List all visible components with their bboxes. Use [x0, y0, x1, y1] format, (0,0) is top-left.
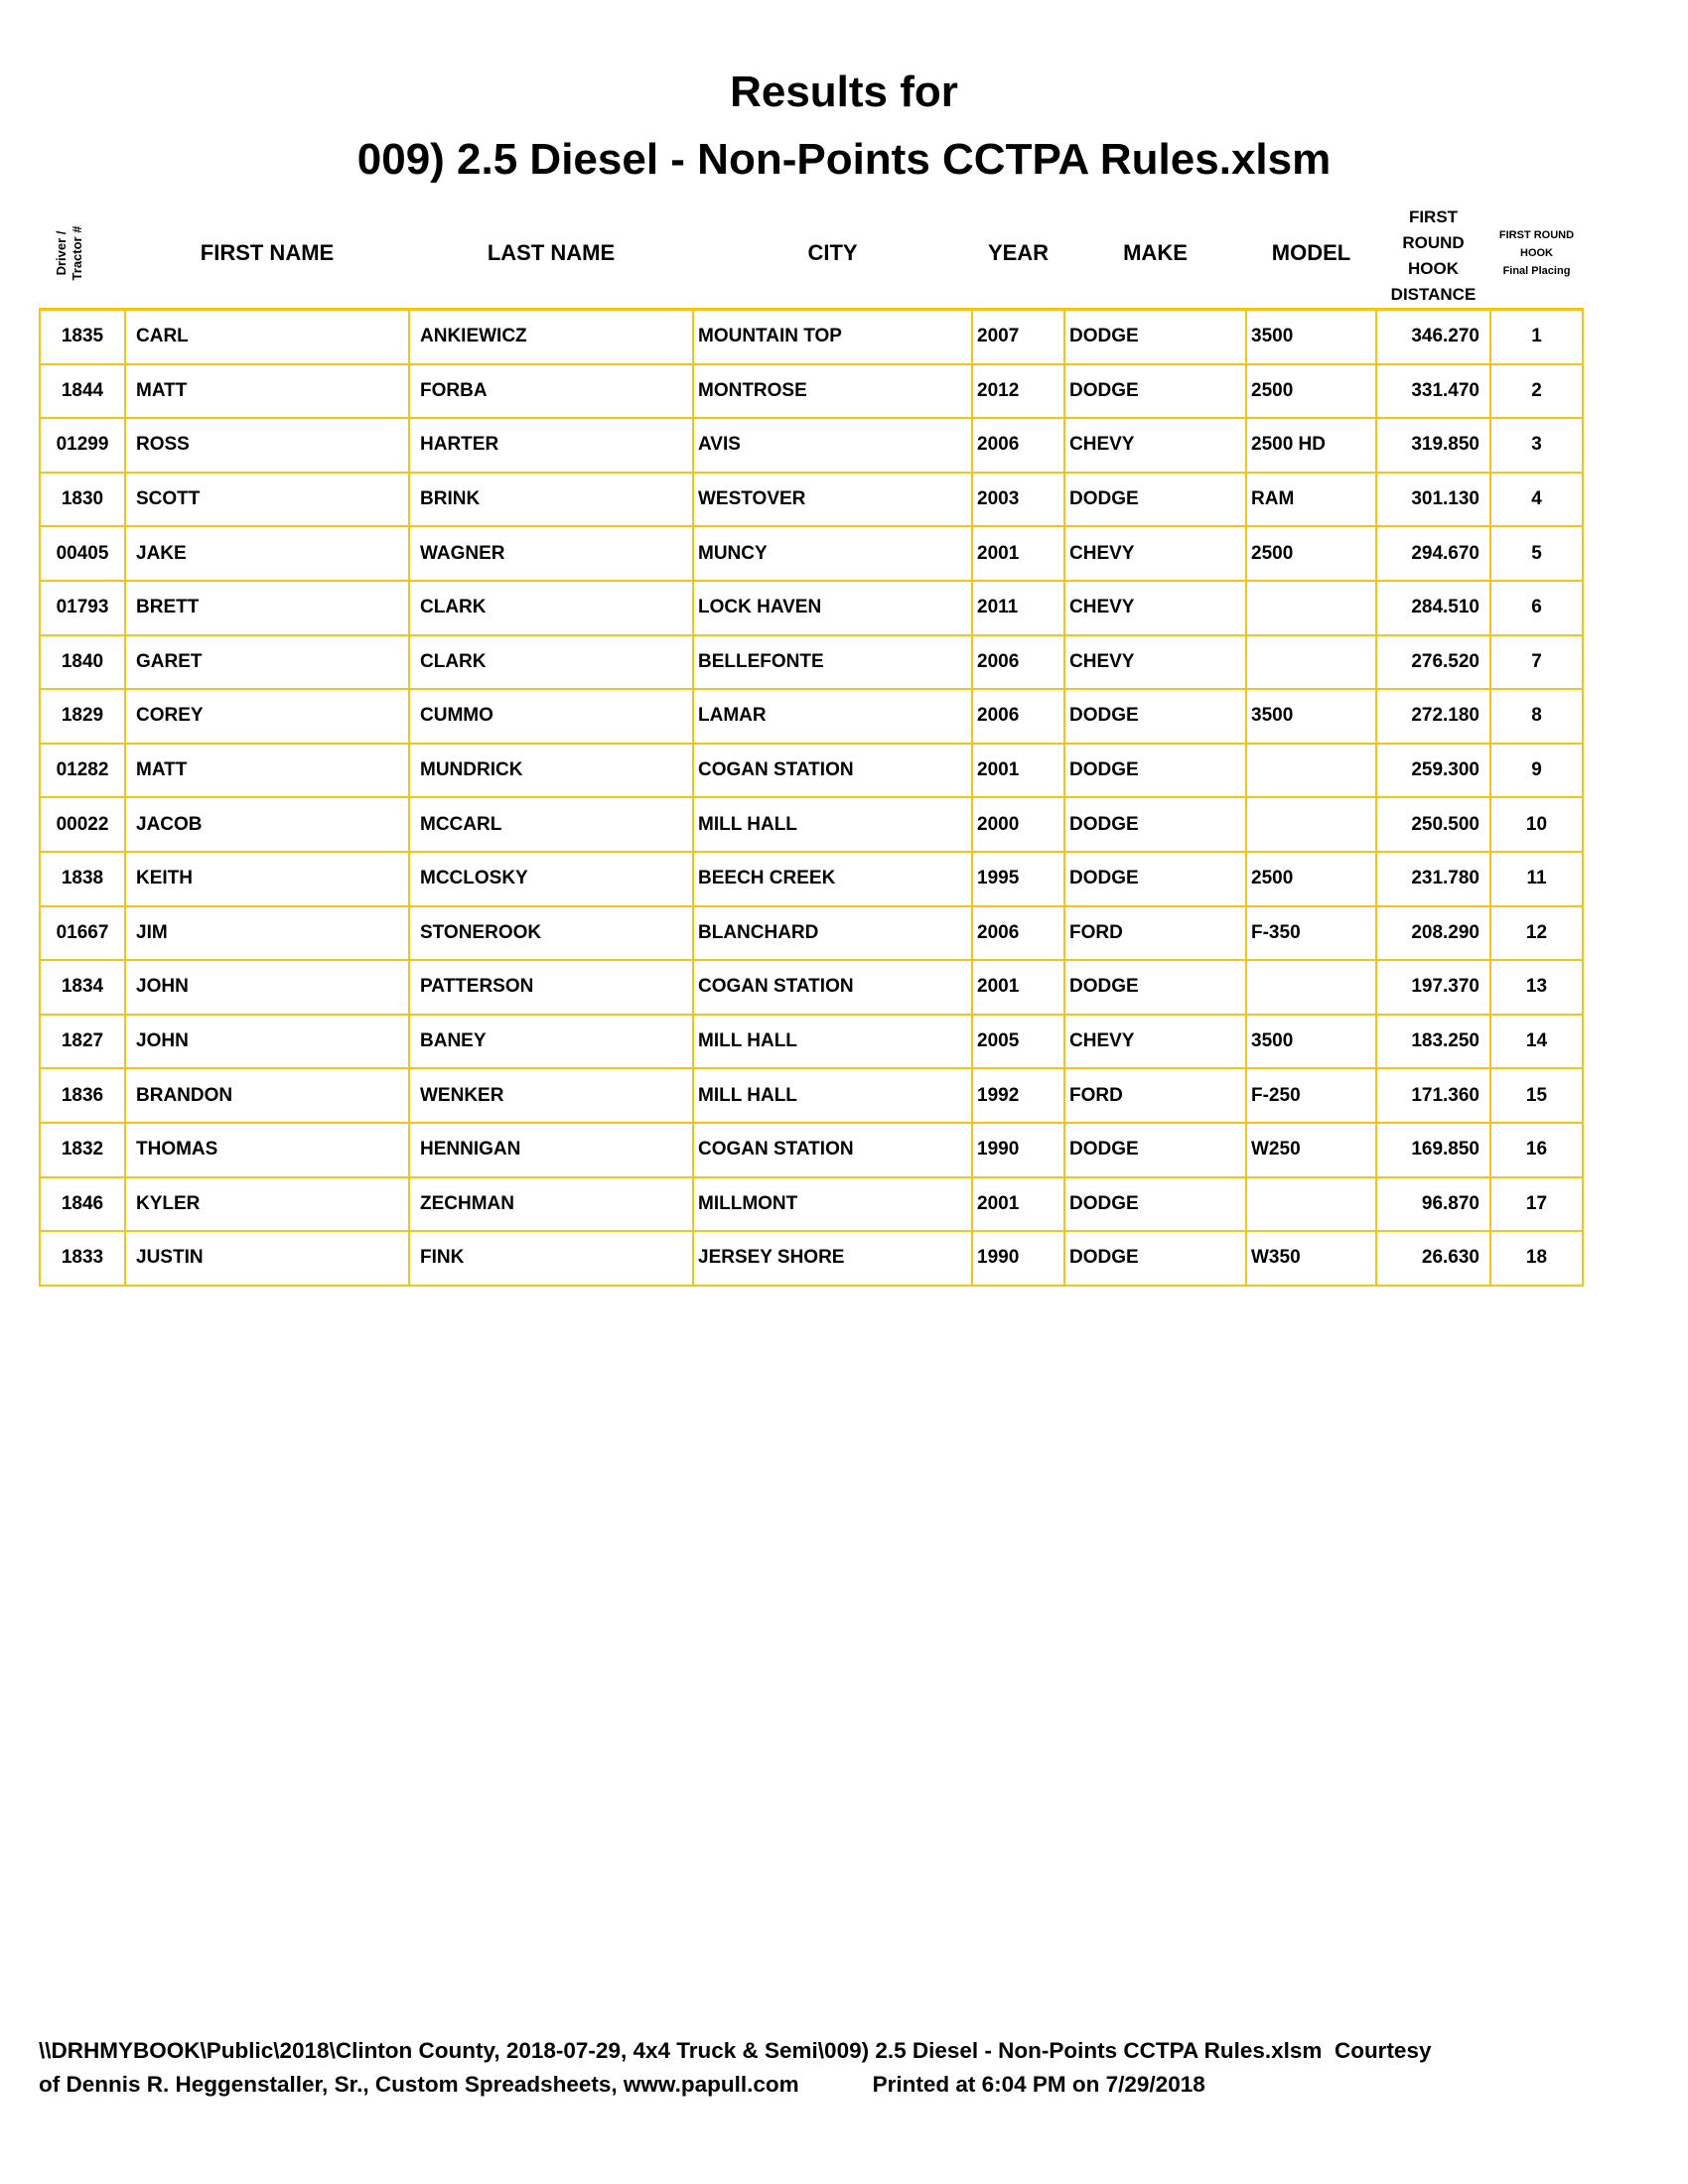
footer-printed: Printed at 6:04 PM on 7/29/2018	[872, 2072, 1205, 2097]
cell-year: 1995	[972, 852, 1064, 906]
cell-last-name: FINK	[409, 1231, 693, 1286]
cell-driver-number: 1827	[40, 1015, 125, 1069]
cell-placing: 17	[1490, 1177, 1583, 1232]
cell-last-name: CLARK	[409, 581, 693, 635]
cell-make: DODGE	[1064, 797, 1246, 852]
table-row	[40, 581, 1583, 635]
cell-distance: 294.670	[1376, 526, 1490, 581]
cell-distance: 169.850	[1376, 1123, 1490, 1177]
cell-first-name: COREY	[125, 689, 409, 744]
table-row	[40, 1177, 1583, 1232]
cell-driver-number: 01299	[40, 418, 125, 473]
cell-year: 2001	[972, 526, 1064, 581]
cell-model	[1246, 1177, 1376, 1232]
cell-driver-number: 1832	[40, 1123, 125, 1177]
cell-distance: 346.270	[1376, 310, 1490, 364]
cell-city: LAMAR	[693, 689, 972, 744]
table-row	[40, 744, 1583, 798]
table-row	[40, 635, 1583, 690]
cell-driver-number: 1844	[40, 364, 125, 419]
cell-model	[1246, 635, 1376, 690]
header-make: MAKE	[1064, 199, 1246, 310]
cell-year: 2006	[972, 906, 1064, 961]
cell-distance: 231.780	[1376, 852, 1490, 906]
footer-credit-text: of Dennis R. Heggenstaller, Sr., Custom Spreadsheets, www.papull.com	[39, 2072, 799, 2097]
cell-distance: 301.130	[1376, 473, 1490, 527]
cell-first-name: JIM	[125, 906, 409, 961]
cell-make: CHEVY	[1064, 418, 1246, 473]
cell-placing: 18	[1490, 1231, 1583, 1286]
cell-placing: 16	[1490, 1123, 1583, 1177]
cell-first-name: JOHN	[125, 1015, 409, 1069]
header-first-name: FIRST NAME	[125, 199, 409, 310]
cell-year: 1990	[972, 1123, 1064, 1177]
cell-city: WESTOVER	[693, 473, 972, 527]
cell-placing: 3	[1490, 418, 1583, 473]
table-row	[40, 526, 1583, 581]
cell-last-name: WAGNER	[409, 526, 693, 581]
cell-last-name: CLARK	[409, 635, 693, 690]
cell-year: 2006	[972, 689, 1064, 744]
cell-city: BLANCHARD	[693, 906, 972, 961]
cell-city: BEECH CREEK	[693, 852, 972, 906]
cell-last-name: BANEY	[409, 1015, 693, 1069]
results-table	[39, 199, 1584, 1287]
cell-city: MILL HALL	[693, 797, 972, 852]
cell-year: 2000	[972, 797, 1064, 852]
cell-driver-number: 01667	[40, 906, 125, 961]
cell-first-name: GARET	[125, 635, 409, 690]
cell-driver-number: 1834	[40, 960, 125, 1015]
cell-make: DODGE	[1064, 689, 1246, 744]
cell-first-name: CARL	[125, 310, 409, 364]
cell-distance: 96.870	[1376, 1177, 1490, 1232]
cell-distance: 276.520	[1376, 635, 1490, 690]
cell-placing: 9	[1490, 744, 1583, 798]
cell-driver-number: 1838	[40, 852, 125, 906]
cell-year: 1992	[972, 1068, 1064, 1123]
cell-distance: 331.470	[1376, 364, 1490, 419]
footer-credit	[39, 2072, 1205, 2098]
cell-year: 2005	[972, 1015, 1064, 1069]
cell-year: 1990	[972, 1231, 1064, 1286]
cell-driver-number: 1833	[40, 1231, 125, 1286]
cell-year: 2012	[972, 364, 1064, 419]
cell-placing: 7	[1490, 635, 1583, 690]
cell-distance: 319.850	[1376, 418, 1490, 473]
cell-city: MILLMONT	[693, 1177, 972, 1232]
table-row	[40, 1068, 1583, 1123]
cell-model: RAM	[1246, 473, 1376, 527]
header-row	[40, 199, 1583, 310]
cell-make: DODGE	[1064, 852, 1246, 906]
table-row	[40, 797, 1583, 852]
cell-make: DODGE	[1064, 1231, 1246, 1286]
cell-placing: 13	[1490, 960, 1583, 1015]
cell-last-name: HENNIGAN	[409, 1123, 693, 1177]
cell-first-name: BRETT	[125, 581, 409, 635]
cell-placing: 4	[1490, 473, 1583, 527]
header-year: YEAR	[972, 199, 1064, 310]
cell-model: 3500	[1246, 310, 1376, 364]
cell-first-name: MATT	[125, 364, 409, 419]
cell-last-name: MCCARL	[409, 797, 693, 852]
cell-year: 2006	[972, 635, 1064, 690]
cell-driver-number: 1830	[40, 473, 125, 527]
cell-last-name: HARTER	[409, 418, 693, 473]
cell-first-name: KEITH	[125, 852, 409, 906]
cell-make: DODGE	[1064, 960, 1246, 1015]
cell-placing: 5	[1490, 526, 1583, 581]
cell-placing: 11	[1490, 852, 1583, 906]
cell-model	[1246, 797, 1376, 852]
cell-city: COGAN STATION	[693, 1123, 972, 1177]
cell-city: MILL HALL	[693, 1015, 972, 1069]
header-city: CITY	[693, 199, 972, 310]
cell-model: F-250	[1246, 1068, 1376, 1123]
cell-last-name: MCCLOSKY	[409, 852, 693, 906]
cell-make: DODGE	[1064, 1177, 1246, 1232]
cell-model: W350	[1246, 1231, 1376, 1286]
cell-city: JERSEY SHORE	[693, 1231, 972, 1286]
table-row	[40, 689, 1583, 744]
footer-path: \\DRHMYBOOK\Public\2018\Clinton County, 2018-07-29, 4x4 Truck & Semi\009) 2.5 Diesel - Non-Points CCTPA Rules.xlsm Courtesy	[39, 2038, 1432, 2063]
cell-placing: 15	[1490, 1068, 1583, 1123]
cell-year: 2011	[972, 581, 1064, 635]
cell-placing: 2	[1490, 364, 1583, 419]
cell-driver-number: 1836	[40, 1068, 125, 1123]
table-row	[40, 1123, 1583, 1177]
cell-first-name: ROSS	[125, 418, 409, 473]
cell-last-name: MUNDRICK	[409, 744, 693, 798]
cell-city: LOCK HAVEN	[693, 581, 972, 635]
cell-year: 2003	[972, 473, 1064, 527]
cell-year: 2001	[972, 1177, 1064, 1232]
cell-placing: 10	[1490, 797, 1583, 852]
cell-make: CHEVY	[1064, 581, 1246, 635]
cell-placing: 14	[1490, 1015, 1583, 1069]
table-row	[40, 1015, 1583, 1069]
table-row	[40, 418, 1583, 473]
cell-model: 3500	[1246, 1015, 1376, 1069]
cell-model	[1246, 581, 1376, 635]
cell-placing: 8	[1490, 689, 1583, 744]
cell-distance: 272.180	[1376, 689, 1490, 744]
cell-city: COGAN STATION	[693, 744, 972, 798]
cell-year: 2001	[972, 744, 1064, 798]
cell-make: FORD	[1064, 1068, 1246, 1123]
cell-model	[1246, 744, 1376, 798]
cell-make: DODGE	[1064, 1123, 1246, 1177]
cell-first-name: KYLER	[125, 1177, 409, 1232]
table-row	[40, 473, 1583, 527]
cell-driver-number: 00022	[40, 797, 125, 852]
cell-last-name: WENKER	[409, 1068, 693, 1123]
cell-model: 2500 HD	[1246, 418, 1376, 473]
cell-first-name: JAKE	[125, 526, 409, 581]
cell-placing: 6	[1490, 581, 1583, 635]
cell-distance: 259.300	[1376, 744, 1490, 798]
cell-city: BELLEFONTE	[693, 635, 972, 690]
header-distance: FIRST ROUND HOOK DISTANCE	[1376, 199, 1490, 310]
cell-model: 2500	[1246, 526, 1376, 581]
cell-make: DODGE	[1064, 364, 1246, 419]
table-row	[40, 906, 1583, 961]
cell-city: COGAN STATION	[693, 960, 972, 1015]
cell-first-name: MATT	[125, 744, 409, 798]
cell-city: AVIS	[693, 418, 972, 473]
cell-placing: 1	[1490, 310, 1583, 364]
header-model: MODEL	[1246, 199, 1376, 310]
table-row	[40, 852, 1583, 906]
cell-model: 3500	[1246, 689, 1376, 744]
cell-make: CHEVY	[1064, 526, 1246, 581]
table-row	[40, 310, 1583, 364]
cell-last-name: FORBA	[409, 364, 693, 419]
cell-model: 2500	[1246, 852, 1376, 906]
cell-distance: 208.290	[1376, 906, 1490, 961]
cell-make: DODGE	[1064, 744, 1246, 798]
cell-make: FORD	[1064, 906, 1246, 961]
cell-make: CHEVY	[1064, 1015, 1246, 1069]
table-row	[40, 364, 1583, 419]
cell-placing: 12	[1490, 906, 1583, 961]
title-line-1: Results for	[730, 68, 958, 116]
cell-city: MILL HALL	[693, 1068, 972, 1123]
header-driver: Driver / Tractor #	[40, 199, 125, 310]
cell-year: 2007	[972, 310, 1064, 364]
header-placing: FIRST ROUND HOOK Final Placing	[1490, 199, 1583, 310]
cell-last-name: BRINK	[409, 473, 693, 527]
table-row	[40, 1231, 1583, 1286]
cell-driver-number: 1846	[40, 1177, 125, 1232]
cell-year: 2006	[972, 418, 1064, 473]
cell-city: MUNCY	[693, 526, 972, 581]
cell-distance: 26.630	[1376, 1231, 1490, 1286]
cell-driver-number: 01793	[40, 581, 125, 635]
cell-last-name: ZECHMAN	[409, 1177, 693, 1232]
cell-make: CHEVY	[1064, 635, 1246, 690]
cell-first-name: JOHN	[125, 960, 409, 1015]
cell-driver-number: 1829	[40, 689, 125, 744]
cell-model: W250	[1246, 1123, 1376, 1177]
cell-distance: 284.510	[1376, 581, 1490, 635]
cell-driver-number: 1840	[40, 635, 125, 690]
header-last-name: LAST NAME	[409, 199, 693, 310]
cell-distance: 250.500	[1376, 797, 1490, 852]
cell-make: DODGE	[1064, 473, 1246, 527]
table-row	[40, 960, 1583, 1015]
cell-last-name: PATTERSON	[409, 960, 693, 1015]
cell-last-name: CUMMO	[409, 689, 693, 744]
cell-first-name: JACOB	[125, 797, 409, 852]
cell-driver-number: 01282	[40, 744, 125, 798]
cell-first-name: JUSTIN	[125, 1231, 409, 1286]
cell-last-name: STONEROOK	[409, 906, 693, 961]
title-line-2: 009) 2.5 Diesel - Non-Points CCTPA Rules.xlsm	[356, 135, 1332, 184]
cell-distance: 183.250	[1376, 1015, 1490, 1069]
cell-city: MONTROSE	[693, 364, 972, 419]
cell-driver-number: 1835	[40, 310, 125, 364]
cell-distance: 171.360	[1376, 1068, 1490, 1123]
cell-first-name: BRANDON	[125, 1068, 409, 1123]
cell-city: MOUNTAIN TOP	[693, 310, 972, 364]
cell-driver-number: 00405	[40, 526, 125, 581]
cell-year: 2001	[972, 960, 1064, 1015]
cell-first-name: SCOTT	[125, 473, 409, 527]
cell-model	[1246, 960, 1376, 1015]
cell-model: 2500	[1246, 364, 1376, 419]
cell-make: DODGE	[1064, 310, 1246, 364]
cell-first-name: THOMAS	[125, 1123, 409, 1177]
cell-model: F-350	[1246, 906, 1376, 961]
cell-last-name: ANKIEWICZ	[409, 310, 693, 364]
cell-distance: 197.370	[1376, 960, 1490, 1015]
